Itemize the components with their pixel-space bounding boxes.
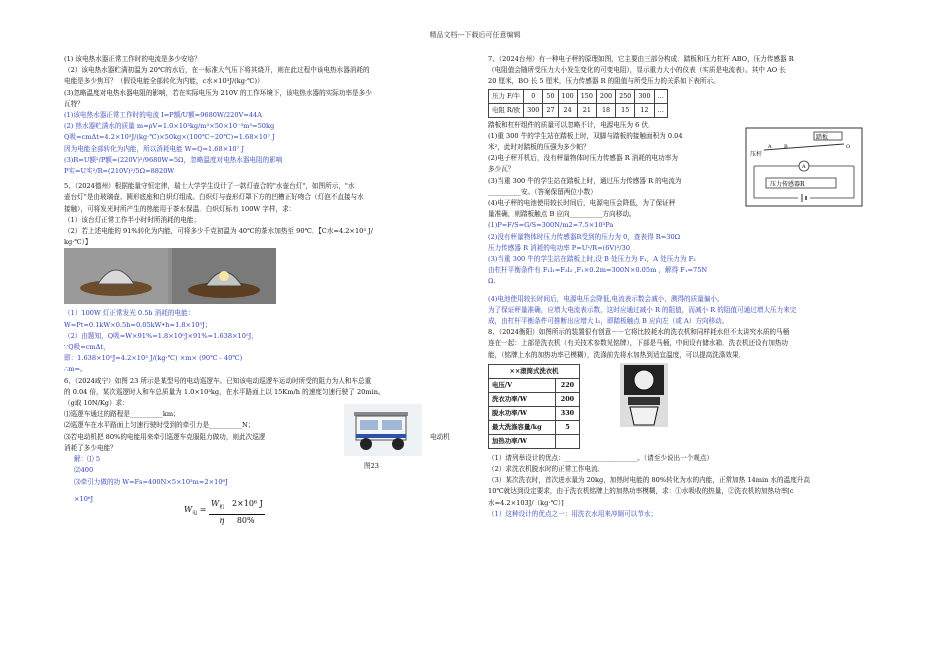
text-line: （1）请列举设计的优点：______________________。（请至少说出一个观点） [488, 453, 714, 462]
table-cell: 脱水功率/W [489, 406, 556, 420]
table-row [489, 420, 580, 434]
text-line: 5、（2024德州）根据能量守恒定律，瑞士大学学生设计了一款灯壶合的"水壶台灯"，如图所示，"水 [64, 182, 355, 191]
table-row [489, 434, 580, 448]
q8-question [488, 327, 898, 361]
q8-answer: （1）这种设计的优点之一：用洗衣水用来冲厕可以节水； [488, 509, 658, 518]
washer-nameplate [488, 364, 580, 449]
text-line: 消耗了多少电能？ [64, 443, 117, 452]
washer-toilet-photo [620, 363, 668, 427]
q7-subquestions [488, 120, 898, 221]
table-cell: 220 [555, 378, 579, 392]
table-row [489, 103, 668, 117]
text-line: 10℃就达到设定要求，由于洗衣机铭牌上的加热功率模糊，求：①水吸收的热量，②洗衣机的加热功率[c [488, 487, 794, 496]
text-line: （2）若上述电能的 91%转化为内能，可将多少千克初温为 40℃的茶水加热至 90℃．【C水=4.2×10³ J/ [64, 227, 373, 236]
table-cell: 21 [577, 103, 596, 117]
table-cell: 15 [616, 103, 635, 117]
q6-tail-text: 电动机 [430, 432, 450, 441]
text-line: 6、（2024咸宁）如图 23 所示是某型号的电动巡逻车。已知该电动巡逻车运动时所受的阻力为人和车总重 [64, 376, 372, 385]
point-a-label: A [768, 143, 772, 150]
q8-figures [488, 363, 898, 451]
plate-label: 踏板 [816, 133, 829, 141]
answer-line: (1)该电热水器正常工作时的电流 I=P额/U额=9680W/220V=44A [64, 111, 263, 120]
text-line: 连在一起：上部是洗衣机（有关技术参数见铭牌），下部是马桶，中间设有储水箱．洗衣机还设有加热功 [488, 339, 789, 348]
text-line: (3)当重 300 牛的学生站在踏板上时，通过压力传感器 R 的电流为 [488, 176, 682, 185]
q5-question [64, 181, 462, 248]
answer-line: (1)P=F/S=G/S=300N/m2=7.5×10³Pa [488, 221, 614, 230]
text-line: (1)重 300 牛的学生站在踏板上时，双脚与踏板的接触面积为 0.04 [488, 131, 683, 140]
q8-subquestions [488, 453, 898, 509]
table-cell: 27 [543, 103, 558, 117]
efficiency-formula [184, 498, 265, 526]
text-line: （1）该台灯正常工作半小时时所消耗的电能； [64, 215, 201, 224]
text-line: ⑶若电动机把 80%的电能用来牵引巡逻车克服阻力做功，则此次巡逻 [64, 432, 266, 441]
table-cell: 300 [524, 103, 543, 117]
right-column [488, 54, 898, 520]
text-line: kg·℃）】 [64, 238, 92, 247]
nameplate-title: ××滚筒式洗衣机 [489, 364, 580, 378]
text-line: ⑴巡逻车通过的路程是__________km； [64, 410, 180, 419]
answer-line: 由杠杆平衡条件有 F₁l₁=F₂l₂ ,F₁×0.2m=300N×0.05m ，解得 F₁=75N [488, 266, 708, 275]
sensor-label: 压力传感器R [770, 180, 805, 188]
table-cell: 加热功率/W [489, 434, 556, 448]
answer-line: W=Pt=0.1kW×0.5h=0.05kW•h=1.8×10⁵J； [64, 320, 212, 329]
table-cell: … [654, 89, 667, 103]
table-row [489, 392, 580, 406]
table-cell: 18 [596, 103, 615, 117]
text-line: 量准确，则踏板触点 B 应向__________方向移动。 [488, 210, 636, 219]
ammeter-label: A [802, 163, 806, 170]
answer-line: P实=U实²/R=(210V)²/5Ω=8820W [64, 167, 175, 176]
text-line: 壶台灯"是由玻璃壶、圆形底座和白炽灯组成。白炽灯与壶形灯罩下方的凹槽正好吻合（灯泡不直接与水 [64, 193, 364, 202]
answer-line: ∴m=。 [64, 365, 87, 374]
answer-line: ×10⁶J [74, 494, 94, 503]
left-column [64, 54, 462, 525]
answer-line: (4)电池使用较长时间后，电源电压会降低,电流表示数会减小，测得的质量偏小。 [488, 294, 724, 303]
table-cell: 250 [616, 89, 635, 103]
text-line: 的 0.04 倍，某次巡逻时人和车总质量为 1.0×10³kg，在水平路面上以 15Km/h 的速度匀速行驶了 20min。 [64, 387, 385, 396]
teapot-lamp-photo [64, 248, 276, 304]
table-cell: … [654, 103, 667, 117]
answer-line: (3)当重 300 牛的学生站在踏板上时,设 B 处压力为 F₁，A 处压力为 F₂ [488, 255, 696, 264]
table-cell: 150 [577, 89, 596, 103]
q4-answer [64, 110, 462, 177]
text-line: （3）某次洗衣时，首次进水量为 20kg，加热时电能的 80%转化为水的内能，正常加热 14min 水的温度升高 [488, 476, 810, 485]
q6-answer [64, 454, 462, 525]
table-cell: 电压/V [489, 378, 556, 392]
text-line: （2）该电热水器贮满初温为 20℃的水后，在一标准大气压下将其烧开，则在此过程中该电热水器消耗的 [64, 66, 370, 75]
answer-line: ⑵400 [74, 466, 94, 475]
table-cell: 电阻 R/欧 [489, 103, 524, 117]
formula-lhs: $W_电$ = [184, 505, 210, 517]
text-line: 水=4.2×103J/（kg·℃）] [488, 498, 564, 507]
text-line: 接触），可将发光时所产生的热能用于茶水保温．白炽灯标有 100W 字样，求： [64, 204, 296, 213]
text-line: 踏板和杠杆组件的质量可以忽略不计，电源电压为 6 伏． [488, 120, 655, 129]
text-line: (4)电子秤的电池使用较长时间后，电源电压会降低，为了保证秤 [488, 199, 676, 208]
text-line: 8、（2024衡阳）如图所示的装置很有创意－－它将比较耗水的洗衣机和同样耗水但不太讲究水质的马桶 [488, 328, 790, 337]
text-line: (3)忽略温度对电热水器电阻的影响，若在实际电压为 210V 的工作环境下，该电热水器的实际功率是多少 [64, 88, 372, 97]
text-line: 能，（铭牌上水的加热功率已模糊），洗涤前先将水加热到适宜温度，可以提高洗涤效果． [488, 350, 746, 359]
text-line: 电能是多少焦耳？（假设电能全部转化为内能，c水×10³J/(kg·℃)） [64, 77, 264, 86]
text-line: __________安。（答案保留两位小数） [488, 187, 597, 196]
text-line: 多少瓦？ [488, 165, 515, 174]
table-row [489, 378, 580, 392]
table-cell: 300 [635, 89, 654, 103]
table-cell [555, 434, 579, 448]
table-cell: 洗衣功率/W [489, 392, 556, 406]
patrol-car-figure [344, 404, 422, 456]
answer-line: 因为电能全部转化为内能，所以消耗电能 W=Q=1.68×10⁷ J [64, 144, 244, 153]
answer-line: 成，由杠杆平衡条件可推断出应增大 l₁，即踏板触点 B 应向左（或 A）方向移动。 [488, 317, 729, 326]
text-line: （g取 10N/Kg）求： [64, 399, 129, 408]
q7-question [488, 54, 898, 88]
formula-fraction: $W_机$ 2×10⁶ J η 80% [211, 499, 263, 525]
page-header: 精品文档---下载后可任意编辑 [429, 31, 521, 39]
text-line: 瓦特？ [64, 99, 84, 108]
table-cell: 200 [555, 392, 579, 406]
table-cell: 0 [524, 89, 543, 103]
text-line: ⑵巡逻车在水平路面上匀速行驶时受到的牵引力是__________N； [64, 421, 255, 430]
answer-line: 解：⑴ 5 [74, 455, 101, 464]
q5-answer [64, 308, 462, 375]
table-row [489, 89, 668, 103]
scale-circuit-diagram [744, 126, 864, 208]
text-line: 7、（2024台州）有一种电子秤的原理如图，它主要由三部分构成．踏板和压力杠杆 ABO，压力传感器 R [488, 55, 794, 63]
lever-label: 压杆 [750, 150, 763, 158]
pressure-resistance-table [488, 89, 668, 118]
q7-answer [488, 220, 898, 327]
point-b-label: B [784, 143, 788, 150]
answer-line: ∵Q吸=cmΔt， [64, 343, 110, 352]
table-cell: 100 [558, 89, 577, 103]
answer-line: 即：1.638×10⁵J=4.2×10³ J/(kg·℃) ×m× (90℃ - 40℃) [64, 354, 243, 363]
text-line: （电阻值会随所受压力大小发生变化的可变电阻），显示重力大小的仪表（实质是电流表）。其中 AO 长 [488, 66, 786, 75]
answer-line: (2)没有秤量物体时压力传感器R受到的压力为 0，查表得 R=30Ω [488, 232, 681, 241]
table-cell: 330 [555, 406, 579, 420]
text-line: （2）求洗衣机脱水时的正常工作电流． [488, 465, 605, 474]
answer-line: （2）由题知，Q吸=W×91%=1.8×10⁵J×91%=1.638×10⁵J， [64, 331, 258, 340]
q4-question [64, 54, 462, 110]
text-line: 20 厘米，BO 长 5 厘米，压力传感器 R 的阻值与所受压力的关系如下表所示。 [488, 77, 720, 86]
answer-line: Ω． [488, 277, 501, 286]
table-cell: 5 [555, 420, 579, 434]
text-line: 米²，此时对踏板的压强为多少帕？ [488, 143, 590, 152]
point-o-label: O [846, 143, 851, 150]
table-cell: 200 [596, 89, 615, 103]
figure-caption: 图23 [364, 461, 379, 470]
answer-line: Q吸=cmΔt=4.2×10³J/(kg·℃)×50kg×(100℃−20℃)=1.68×10⁷ J [64, 133, 275, 142]
answer-line: ⑶牵引力做的功 W=Fs=400N×5×10³m=2×10⁶J [74, 477, 228, 486]
text-line: (1) 该电热水器正常工作时的电流是多少安培？ [64, 55, 201, 63]
answer-line: (3)R=U额²/P额=(220V)²/9680W=5Ω，忽略温度对电热水器电阻的影响 [64, 155, 283, 164]
answer-line: 压力传感器 R 消耗的电功率 P=U²/R=(6V)²/30 [488, 243, 631, 252]
text-line: (2)电子秤开机后，没有秤量物体时压力传感器 R 消耗的电功率为 [488, 154, 678, 163]
table-cell: 压力 F/牛 [489, 89, 524, 103]
table-row [489, 406, 580, 420]
answer-line: （1）100W 灯正常发光 0.5h 消耗的电能： [64, 309, 195, 318]
answer-line: 为了保证秤量准确，应增大电流表示数，这时应通过减小 R 的阻值，而减小 R 的阻值可通过增大压力来完 [488, 305, 797, 314]
answer-line: (2) 热水器贮满水的质量 m=ρV=1.0×10³kg/m³×50×10⁻³m³=50kg [64, 122, 275, 131]
table-cell: 12 [635, 103, 654, 117]
table-cell: 50 [543, 89, 558, 103]
table-cell: 最大洗涤容量/kg [489, 420, 556, 434]
table-cell: 24 [558, 103, 577, 117]
